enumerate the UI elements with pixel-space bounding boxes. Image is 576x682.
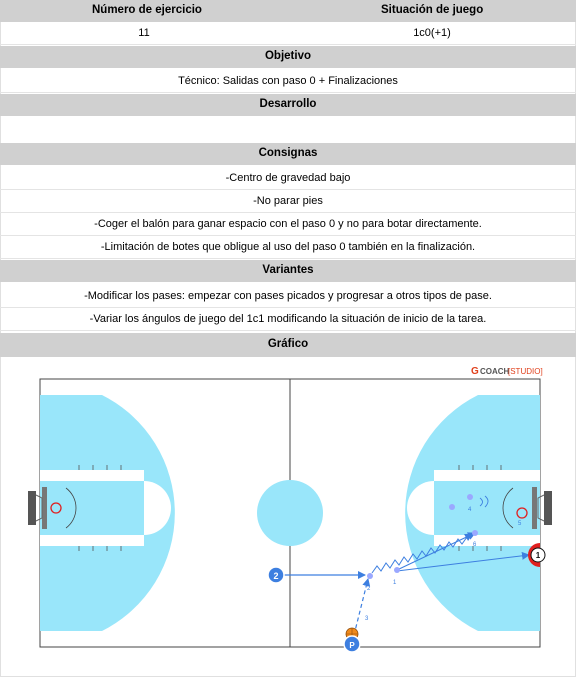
development-header (0, 94, 576, 116)
variant-row (0, 308, 576, 331)
objective-header (0, 46, 576, 68)
player-label: P (349, 641, 355, 650)
exercise-number-value: 11 (138, 27, 150, 39)
variant-item: -Variar los ángulos de juego del 1c1 modificando la situación de inicio de la tarea. (89, 313, 487, 325)
instructions-header (0, 143, 576, 165)
variant-item: -Modificar los pases: empezar con pases picados y progresar a otros tipos de pase. (84, 290, 492, 302)
player-label: 1 (535, 551, 541, 560)
svg-text:G: G (471, 366, 479, 377)
marker-label: 1 (393, 580, 397, 586)
right-backboard (532, 487, 537, 529)
instruction-row (0, 167, 576, 190)
variants-header (0, 260, 576, 282)
objective-text: Técnico: Salidas con paso 0 + Finalizaciones (178, 75, 398, 87)
header-row-exercise (0, 0, 576, 22)
left-key-paint (40, 481, 144, 535)
development-row (0, 118, 576, 144)
instruction-item: -No parar pies (253, 195, 323, 207)
basketball-court-diagram (1, 357, 575, 676)
graphic-title: Gráfico (267, 338, 309, 350)
instruction-row (0, 190, 576, 213)
col-header-exercise-number: Número de ejercicio (92, 4, 202, 16)
graphic-header (0, 333, 576, 357)
marker-label: 3 (365, 616, 369, 622)
exercise-values-row (0, 22, 576, 45)
objective-title: Objetivo (264, 50, 311, 62)
right-backboard-support (544, 491, 552, 525)
development-title: Desarrollo (259, 98, 317, 110)
marker-label: 5 (518, 521, 522, 527)
logo-brand: COACH (480, 367, 510, 376)
objective-row (0, 70, 576, 93)
variants-title: Variantes (262, 264, 314, 276)
variant-row (0, 285, 576, 308)
instruction-row (0, 236, 576, 259)
col-header-game-situation: Situación de juego (381, 4, 484, 16)
instruction-item: -Limitación de botes que obligue al uso del paso 0 también en la finalización. (100, 241, 476, 253)
instruction-item: -Centro de gravedad bajo (225, 172, 351, 184)
player-p-with-ball (344, 628, 360, 652)
player-label: 2 (273, 571, 279, 581)
center-circle (257, 480, 323, 546)
player-2 (268, 567, 284, 583)
coach-studio-logo (471, 366, 543, 377)
instruction-item: -Coger el balón para ganar espacio con el paso 0 y no para botar directamente. (94, 218, 482, 230)
left-backboard-support (28, 491, 36, 525)
instruction-row (0, 213, 576, 236)
game-situation-value: 1c0(+1) (413, 27, 451, 39)
logo-suffix: [STUDIO] (508, 367, 543, 376)
marker-label: 2 (367, 586, 371, 592)
instructions-title: Consignas (258, 147, 318, 159)
marker-label: 6 (473, 542, 477, 548)
court-diagram-panel (0, 357, 576, 677)
marker-label: 4 (468, 507, 472, 513)
left-backboard (42, 487, 47, 529)
